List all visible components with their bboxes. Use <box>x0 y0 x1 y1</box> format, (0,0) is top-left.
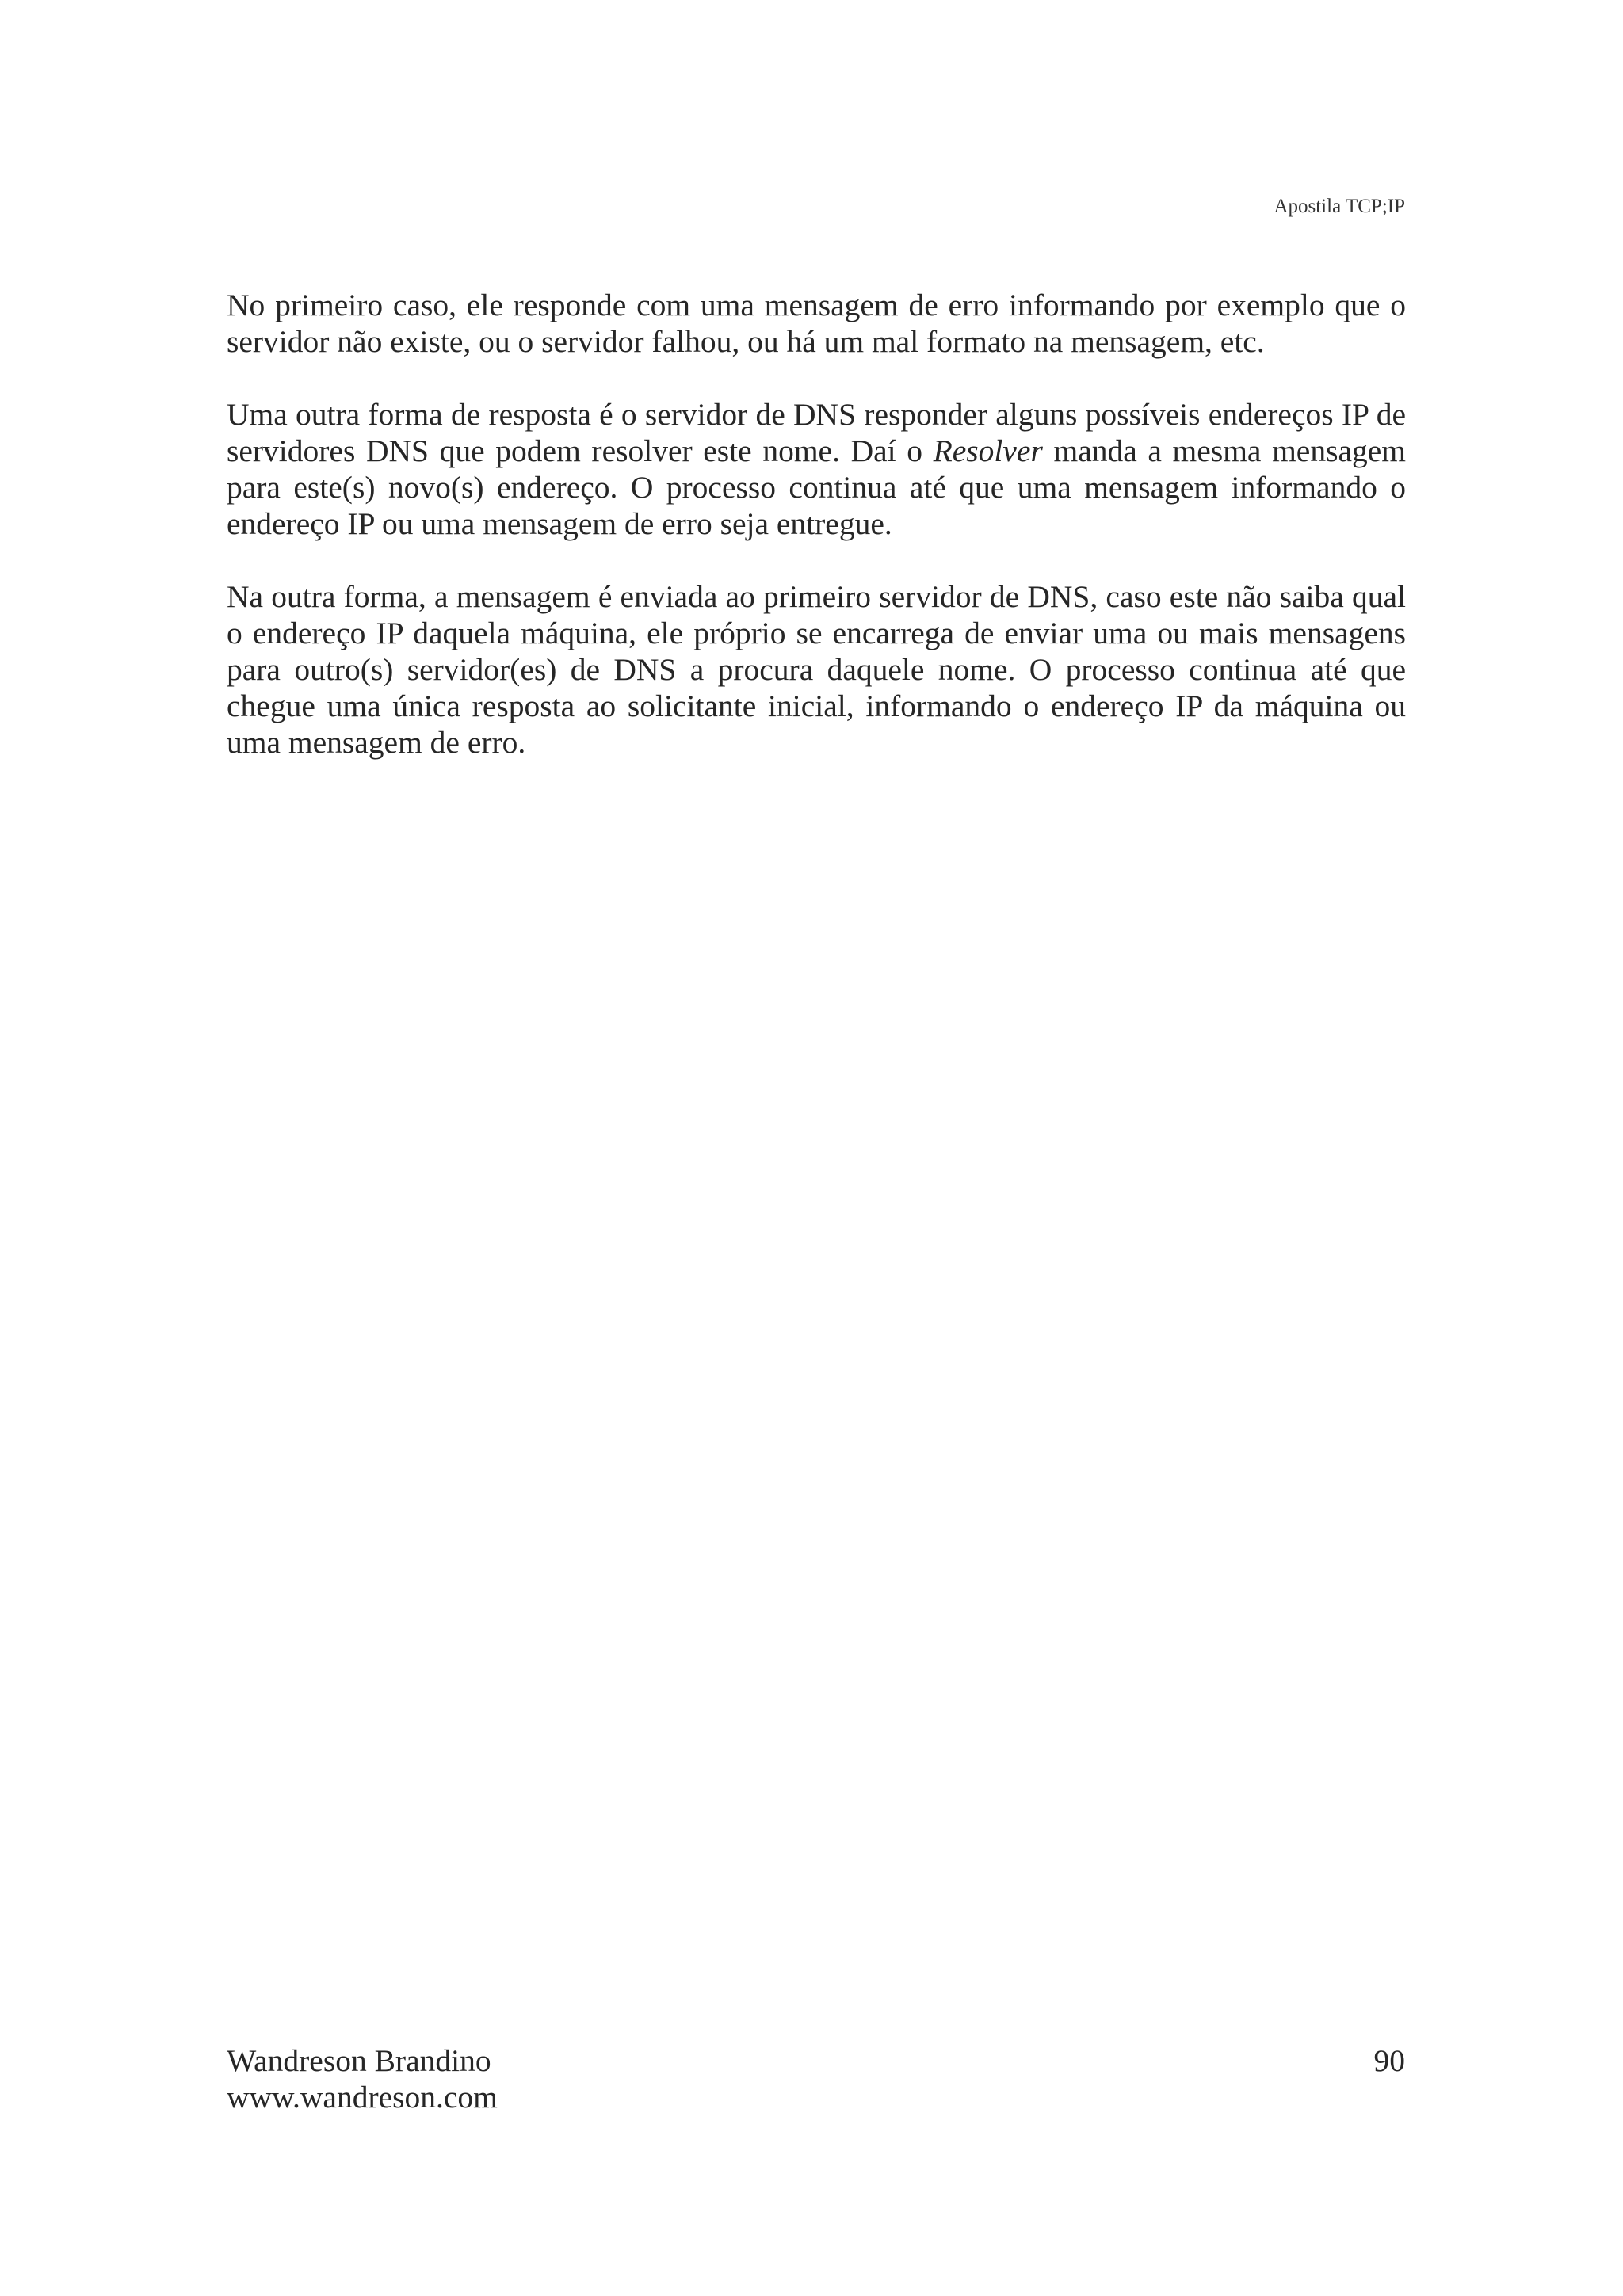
paragraph-alternative-response <box>227 396 1406 542</box>
paragraph-first-case: No primeiro caso, ele responde com uma mensagem de erro informando por exemplo que o servidor não existe, ou o servidor falhou, ou há um mal formato na mensagem, etc. <box>227 288 1406 359</box>
main-body-text <box>227 287 1406 797</box>
paragraph-recursive-form: Na outra forma, a mensagem é enviada ao primeiro servidor de DNS, caso este não saiba qual o endereço IP daquela máquina, ele próprio se encarrega de enviar uma ou mais mensagens para outro(s) servidor(es) de DNS a procura daquele nome. O processo continua até que chegue uma única resposta ao solicitante inicial, informando o endereço IP da máquina ou uma mensagem de erro. <box>227 579 1406 760</box>
footer-author: Wandreson Brandino <box>227 2043 491 2078</box>
resolver-term: Resolver <box>933 433 1043 468</box>
footer-website: www.wandreson.com <box>227 2080 498 2115</box>
page-number: 90 <box>1373 2043 1405 2078</box>
paragraph-alternative-response-end: manda a mesma mensagem para este(s) novo(s) endereço. O processo continua até que uma mensagem informando o endereço IP ou uma mensagem de erro seja entregue. <box>227 433 1406 541</box>
page-footer-left <box>227 2042 498 2115</box>
running-header: Apostila TCP;IP <box>1274 196 1405 217</box>
paragraph-alternative-response-start: Uma outra forma de resposta é o servidor de DNS responder alguns possíveis endereços IP de servidores DNS que podem resolver este nome. Daí o <box>227 397 1406 468</box>
